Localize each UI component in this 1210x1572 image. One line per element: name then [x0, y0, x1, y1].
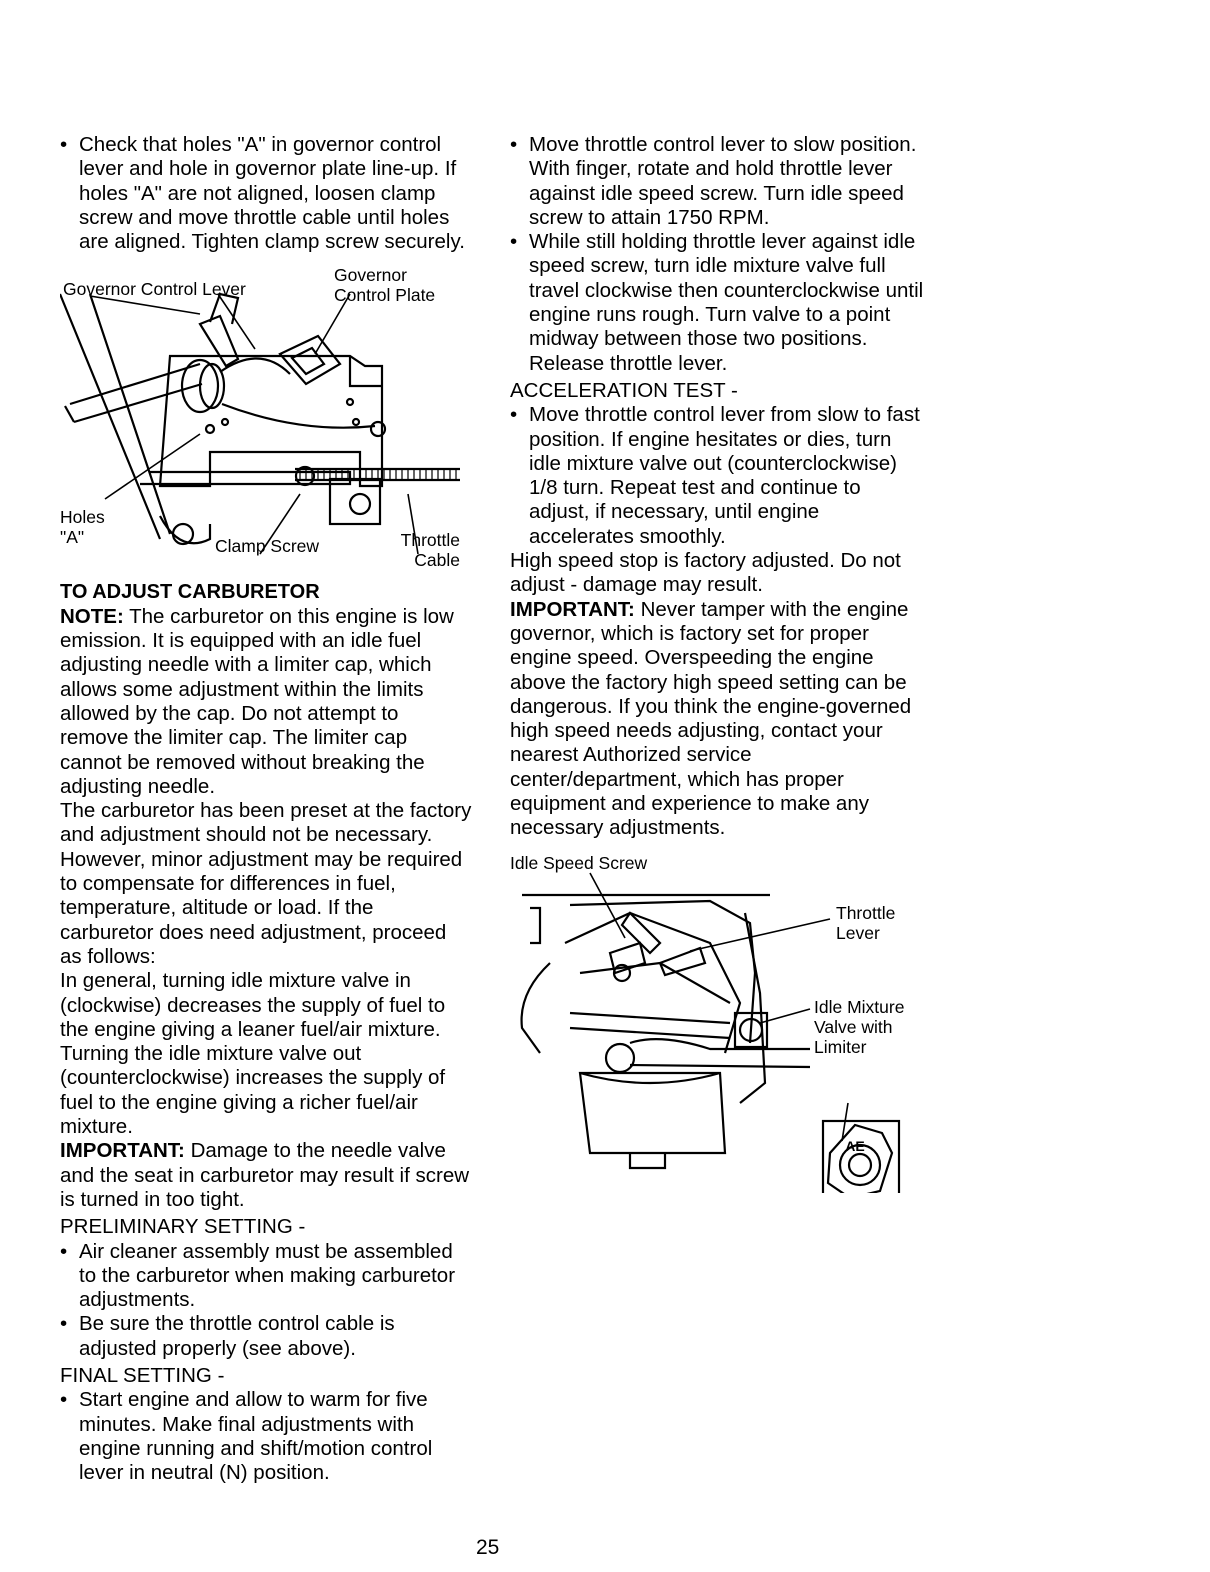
- bullet-move-throttle-slow: • Move throttle control lever to slow position. With finger, rotate and hold throttle lever against idle speed screw. Turn idle speed screw to attain 1750 RPM.: [510, 133, 925, 230]
- prelim-bullet-air-cleaner: • Air cleaner assembly must be assembled to the carburetor when making carburetor adjustments.: [60, 1240, 472, 1313]
- note-paragraph: [60, 605, 472, 799]
- idle-mixture-valve-label: Idle Mixture Valve with Limiter: [814, 996, 905, 1057]
- idle-speed-screw-label: Idle Speed Screw: [510, 852, 648, 873]
- adjust-carburetor-heading: TO ADJUST CARBURETOR: [60, 581, 320, 604]
- final-setting-heading: FINAL SETTING -: [60, 1363, 225, 1387]
- final-bullet-start-engine: • Start engine and allow to warm for five minutes. Make final adjustments with engine running and shift/motion control lever in neutral (N) position.: [60, 1388, 472, 1485]
- general-paragraph: In general, turning idle mixture valve in (clockwise) decreases the supply of fuel to the engine giving a leaner fuel/air mixture. Turning the idle mixture valve out (counterclockwise) increases the supply of fuel to the engine giving a richer fuel/air mixture.: [60, 969, 446, 1139]
- carburetor-diagram: [510, 853, 925, 1193]
- bullet-while-holding: • While still holding throttle lever against idle speed screw, turn idle mixture valve full travel clockwise then counterclockwise until engine runs rough. Turn valve to a point midway between those two positions. Release throttle lever.: [510, 230, 925, 376]
- right-important-text: Never tamper with the engine governor, which is factory set for proper engine speed. Overspeeding the engine above the factory high speed setting can be dangerous. If you think the engine-governed high speed needs adjusting, contact your nearest Authorized service center/department, which has proper equipment and experience to make any necessary adjustments.: [510, 597, 912, 840]
- governor-diagram: [60, 254, 472, 572]
- important-text: Damage to the needle valve and the seat in carburetor may result if screw is turned in too tight.: [60, 1139, 470, 1211]
- right-important-paragraph: [510, 598, 925, 841]
- page-number: 25: [476, 1536, 500, 1559]
- preset-paragraph: The carburetor has been preset at the factory and adjustment should not be necessary. However, minor adjustment may be required to compensate for differences in fuel, temperature, altitude or load. If the carburetor does need adjustment, proceed as follows:: [60, 799, 472, 968]
- note-text: The carburetor on this engine is low emission. It is equipped with an idle fuel adjusting needle with a limiter cap, which allows some adjustment within the limits allowed by the cap. Do not attempt to remove the limiter cap. The limiter cap cannot be removed without breaking the adjusting needle.: [60, 604, 454, 798]
- throttle-cable-label: Throttle Cable: [400, 530, 460, 571]
- note-label: NOTE:: [60, 604, 124, 628]
- clamp-screw-label: Clamp Screw: [215, 536, 320, 557]
- governor-control-plate-label: Governor Control Plate: [334, 265, 436, 306]
- acceleration-test-heading: ACCELERATION TEST -: [510, 378, 738, 402]
- governor-control-lever-label: Governor Control Lever: [63, 279, 246, 300]
- preliminary-setting-heading: PRELIMINARY SETTING -: [60, 1215, 306, 1239]
- high-speed-paragraph: High speed stop is factory adjusted. Do not adjust - damage may result.: [510, 549, 901, 597]
- bullet-check-holes: • Check that holes "A" in governor control lever and hole in governor plate line-up. If holes "A" are not aligned, loosen clamp screw and move throttle cable until holes are aligned. Tighten clamp screw securely.: [60, 133, 472, 254]
- right-important-label: IMPORTANT:: [510, 597, 635, 621]
- important-paragraph: [60, 1139, 472, 1212]
- throttle-lever-label: Throttle Lever: [836, 902, 896, 943]
- bullet-accel-test: • Move throttle control lever from slow to fast position. If engine hesitates or dies, turn idle mixture valve out (counterclockwise) 1/8 turn. Repeat test and continue to adjust, if necessary, until engine accelerates smoothly.: [510, 403, 925, 549]
- holes-a-label: Holes "A": [60, 507, 105, 548]
- limiter-mark: AE: [845, 1137, 865, 1154]
- important-label: IMPORTANT:: [60, 1139, 185, 1163]
- prelim-bullet-throttle-cable: • Be sure the throttle control cable is adjusted properly (see above).: [60, 1312, 472, 1361]
- right-column: [510, 133, 925, 1193]
- left-column: [60, 133, 472, 1485]
